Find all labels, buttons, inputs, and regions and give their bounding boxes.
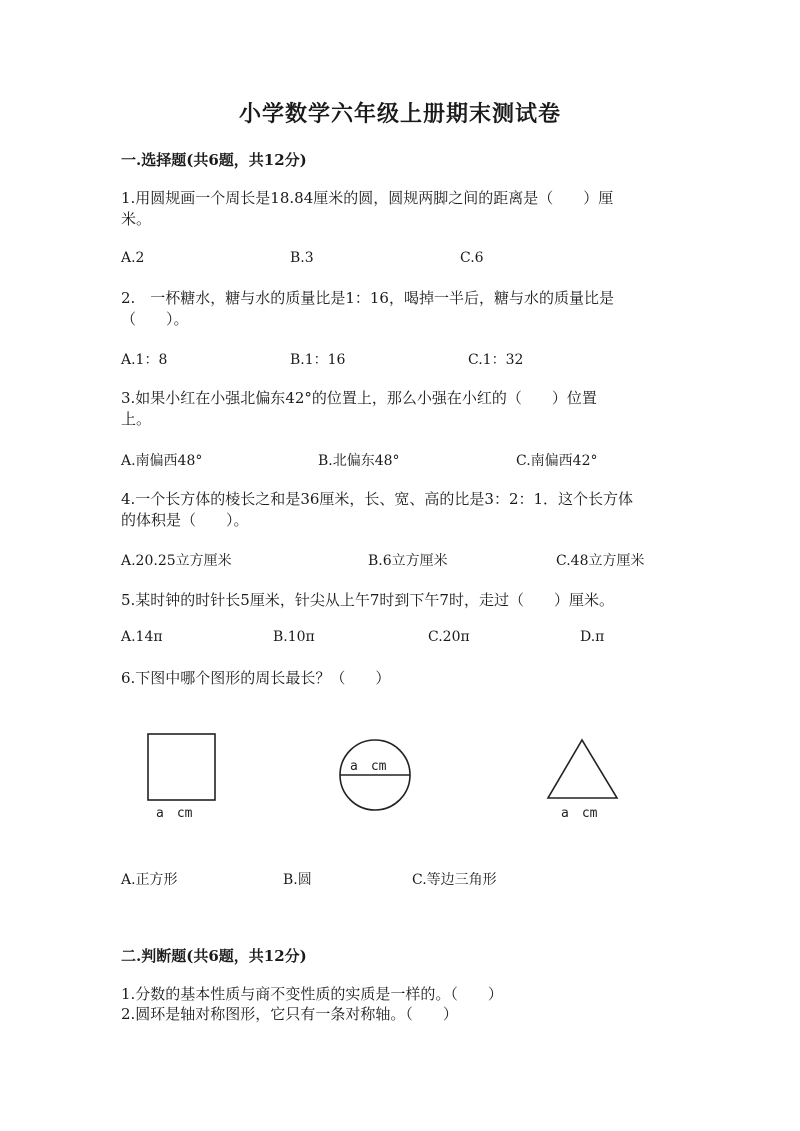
q1-option-a: A.2 [121, 250, 145, 266]
q4-option-c: C.48立方厘米 [556, 553, 645, 569]
judgement-1-text: 1.分数的基本性质与商不变性质的实质是一样的。（ ） [121, 985, 503, 1003]
triangle-side-label: a cm [561, 806, 598, 821]
q2-option-b: B.1：16 [290, 352, 346, 368]
q1-option-c: C.6 [460, 250, 484, 266]
section-heading-choice: 一.选择题(共6题，共12分) [121, 151, 307, 169]
q4-option-a: A.20.25立方厘米 [121, 553, 232, 569]
question-3-text-cont: 上。 [121, 410, 152, 428]
q5-option-b: B.10π [273, 629, 315, 645]
q4-option-b: B.6立方厘米 [368, 553, 448, 569]
square-figure [148, 734, 215, 821]
q2-option-c: C.1：32 [468, 352, 524, 368]
q5-option-c: C.20π [428, 629, 470, 645]
judgement-2-text: 2.圆环是轴对称图形，它只有一条对称轴。（ ） [121, 1005, 458, 1023]
q5-option-d: D.π [580, 629, 605, 645]
q5-option-a: A.14π [121, 629, 163, 645]
q6-option-c: C.等边三角形 [412, 872, 497, 888]
q3-option-b: B.北偏东48° [318, 453, 400, 469]
page-title: 小学数学六年级上册期末测试卷 [238, 101, 561, 127]
q3-option-c: C.南偏西42° [516, 453, 598, 469]
question-2-text: 2. 一杯糖水，糖与水的质量比是1：16，喝掉一半后，糖与水的质量比是 [121, 289, 614, 307]
circle-figure [340, 740, 410, 810]
question-4-text-cont: 的体积是（ ）。 [121, 511, 249, 529]
question-1-text: 1.用圆规画一个周长是18.84厘米的圆，圆规两脚之间的距离是（ ）厘 [121, 189, 614, 207]
question-3-text: 3.如果小红在小强北偏东42°的位置上，那么小强在小红的（ ）位置 [121, 389, 597, 407]
q3-option-a: A.南偏西48° [121, 453, 203, 469]
question-4-text: 4.一个长方体的棱长之和是36厘米，长、宽、高的比是3：2：1．这个长方体 [121, 490, 634, 508]
question-2-text-cont: （ ）。 [121, 310, 189, 328]
q1-option-b: B.3 [290, 250, 314, 266]
q2-option-a: A.1：8 [121, 352, 168, 368]
circle-diameter-label: a cm [350, 759, 387, 774]
section-heading-judgement: 二.判断题(共6题，共12分) [121, 947, 307, 965]
question-5-text: 5.某时钟的时针长5厘米，针尖从上午7时到下午7时，走过（ ）厘米。 [121, 591, 614, 609]
question-6-text: 6.下图中哪个图形的周长最长？（ ） [121, 669, 391, 687]
square-side-label: a cm [156, 806, 193, 821]
q6-option-b: B.圆 [283, 872, 312, 888]
triangle-figure [548, 740, 617, 821]
q6-option-a: A.正方形 [121, 872, 178, 888]
question-1-text-cont: 米。 [121, 210, 152, 228]
